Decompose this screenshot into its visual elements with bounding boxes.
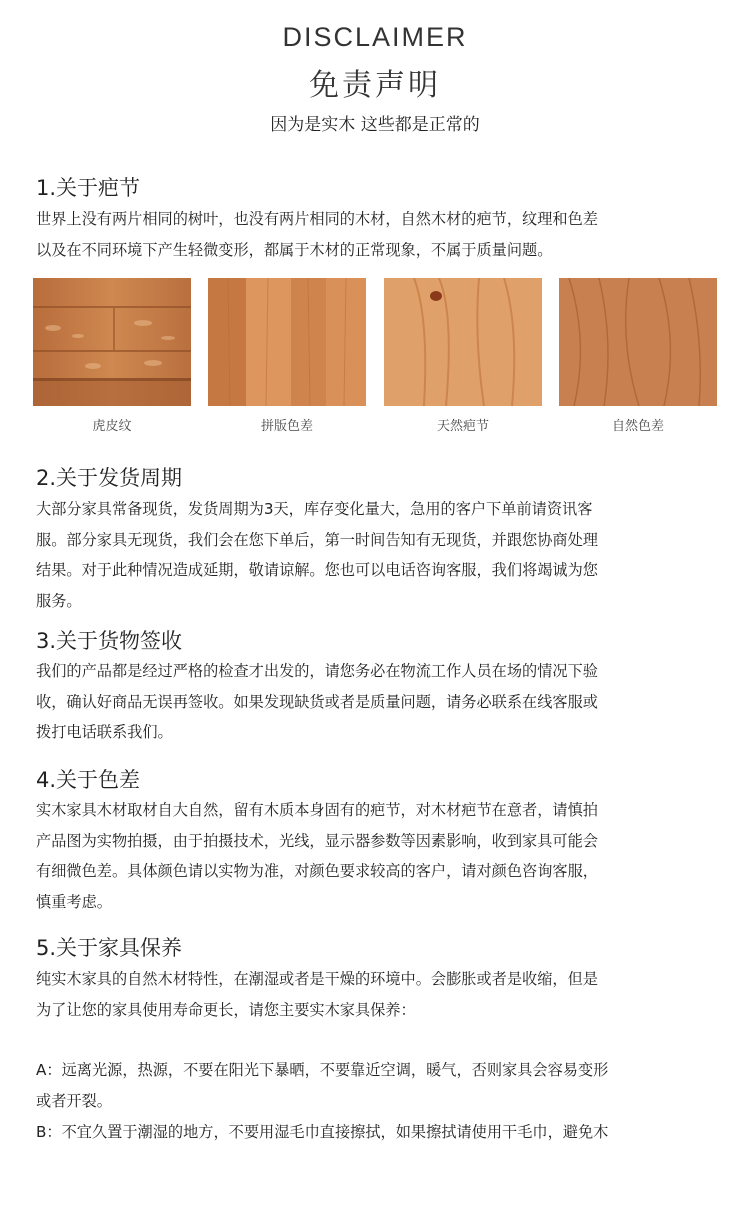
wood-sample-image <box>33 278 191 406</box>
wood-sample-image <box>384 278 542 406</box>
section-5-body: 纯实木家具的自然木材特性，在潮湿或者是干燥的环境中。会膨胀或者是收缩，但是 为了让您的家具使用寿命更长，请您主要实木家具保养： <box>36 970 598 1019</box>
section-4-title: 4.关于色差 <box>36 768 141 792</box>
english-title: DISCLAIMER <box>282 22 468 52</box>
wood-sample-label: 天然疤节 <box>436 419 489 434</box>
section-1-title: 1.关于疤节 <box>36 176 141 200</box>
section-5-item-a: A：远离光源，热源，不要在阳光下暴晒，不要靠近空调，暖气，否则家具会容易变形 或者开裂。 <box>36 1061 609 1110</box>
section-1-body: 世界上没有两片相同的树叶，也没有两片相同的木材，自然木材的疤节，纹理和色差 以及在不同环境下产生轻微变形，都属于木材的正常现象，不属于质量问题。 <box>36 210 598 259</box>
section-5-title: 5.关于家具保养 <box>36 936 183 960</box>
section-2-body: 大部分家具常备现货，发货周期为3天，库存变化量大，急用的客户下单前请资讯客 服。部分家具无现货，我们会在您下单后，第一时间告知有无现货，并跟您协商处理 结果。对于此种情况造成延期，敬请谅解。您也可以电话咨询客服，我们将竭诚为您 服务。 <box>36 500 598 610</box>
section-5-item-b: B：不宜久置于潮湿的地方，不要用湿毛巾直接擦拭，如果擦拭请使用干毛巾，避免木 <box>36 1123 609 1141</box>
wood-sample-natural-knot <box>384 278 542 434</box>
wood-sample-panel-variation <box>208 278 366 434</box>
wood-sample-natural-color <box>559 278 717 434</box>
wood-sample-image <box>208 278 366 406</box>
wood-sample-label: 拼版色差 <box>260 419 313 434</box>
chinese-title: 免责声明 <box>309 68 441 103</box>
wood-sample-image <box>559 278 717 406</box>
section-3-body: 我们的产品都是经过严格的检查才出发的，请您务必在物流工作人员在场的情况下验 收，确认好商品无误再签收。如果发现缺货或者是质量问题，请务必联系在线客服或 拨打电话联系我们。 <box>36 662 598 741</box>
section-3-title: 3.关于货物签收 <box>36 629 183 653</box>
wood-sample-label: 自然色差 <box>611 419 664 434</box>
section-2-title: 2.关于发货周期 <box>36 466 183 490</box>
wood-sample-label: 虎皮纹 <box>92 419 132 434</box>
wood-sample-tiger-stripe <box>33 278 191 434</box>
subtitle: 因为是实木 这些都是正常的 <box>270 115 480 135</box>
wood-sample-gallery <box>33 278 717 438</box>
section-4-body: 实木家具木材取材自大自然，留有木质本身固有的疤节，对木材疤节在意者，请慎拍 产品图为实物拍摄，由于拍摄技术，光线，显示器参数等因素影响，收到家具可能会 有细微色差。具体颜色请以实物为准，对颜色要求较高的客户，请对颜色咨询客服， 慎重考虑。 <box>36 801 598 911</box>
